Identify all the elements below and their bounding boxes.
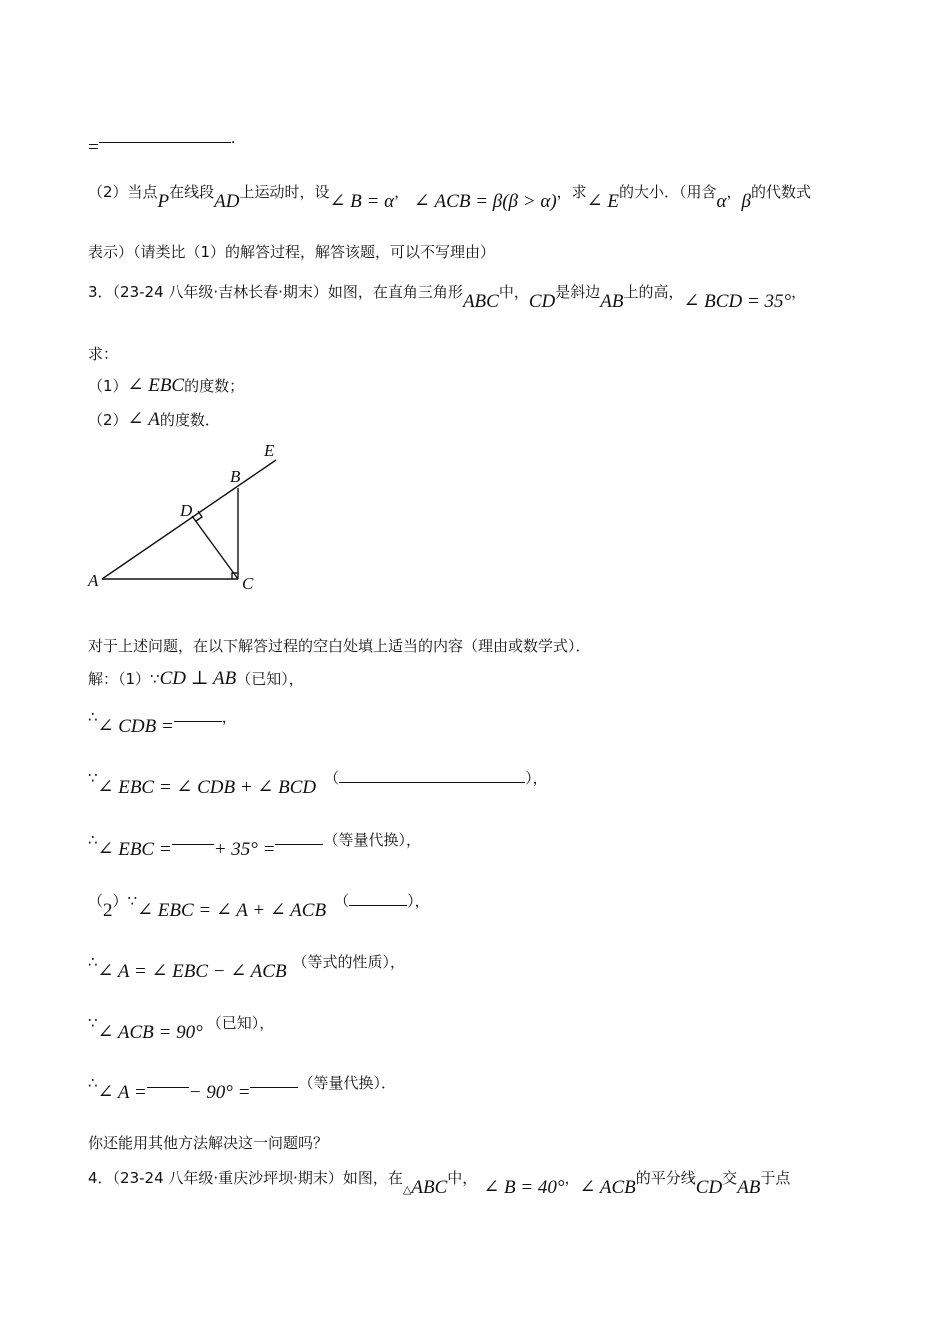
fill-instructions: 对于上述问题，在以下解答过程的空白处填上适当的内容（理由或数学式）．	[88, 637, 591, 655]
question-2-2: （2）当点P在线段AD上运动时，设∠ B = α， ∠ ACB = β(β > α)，求∠ E的大小．（用含α，β的代数式	[88, 183, 811, 212]
solution-step-6: ∴∠ A = ∠ EBC − ∠ ACB （等式的性质），	[88, 953, 406, 982]
question-4-stem: 4．（23-24 八年级·重庆沙坪坝·期末）如图，在$_\triangle$ABC中， ∠ B = 40°，∠ ACB的平分线CD交AB于点	[88, 1169, 791, 1198]
fill-blank	[99, 128, 231, 143]
question-3-part-1: （1）∠ EBC的度数；	[88, 375, 245, 396]
solution-step-5: （2）∵∠ EBC = ∠ A + ∠ ACB （ ），	[88, 892, 430, 921]
segment-cd	[192, 516, 238, 579]
fill-blank	[147, 1073, 189, 1088]
label-b: B	[230, 467, 241, 486]
question-3-part-2: （2）∠ A的度数．	[88, 409, 220, 430]
question-2-2-cont: 表示）（请类比（1）的解答过程，解答该题，可以不写理由）	[88, 243, 496, 261]
label-a: A	[88, 571, 99, 590]
label-c: C	[242, 574, 254, 593]
fill-blank	[172, 830, 214, 845]
label-e: E	[264, 441, 275, 460]
solution-step-1: 解：（1）∵CD ⊥ AB（已知），	[88, 668, 304, 689]
right-triangle-figure	[84, 436, 294, 596]
answer-blank-line: = .	[88, 129, 236, 158]
label-d: D	[180, 501, 193, 520]
question-3-ask: 求：	[88, 345, 119, 363]
fill-blank	[250, 1073, 298, 1088]
solution-step-2: ∴∠ CDB = ，	[88, 708, 237, 737]
solution-step-7: ∵∠ ACB = 90° （已知），	[88, 1014, 275, 1043]
fill-blank	[174, 707, 222, 722]
question-3-stem: 3．（23-24 八年级·吉林长春·期末）如图，在直角三角形ABC中，CD是斜边AB上的高，∠ BCD = 35°，	[88, 283, 807, 312]
fill-blank	[349, 891, 407, 906]
solution-step-8: ∴∠ A = − 90° = （等量代换）．	[88, 1074, 396, 1103]
solution-step-3: ∵∠ EBC = ∠ CDB + ∠ BCD （ ），	[88, 769, 548, 798]
fill-blank	[339, 768, 525, 783]
other-method-question: 你还能用其他方法解决这一问题吗？	[88, 1134, 329, 1152]
solution-step-4: ∴∠ EBC = + 35° = （等量代换），	[88, 831, 421, 860]
fill-blank	[275, 830, 323, 845]
right-angle-mark-d	[196, 511, 202, 521]
